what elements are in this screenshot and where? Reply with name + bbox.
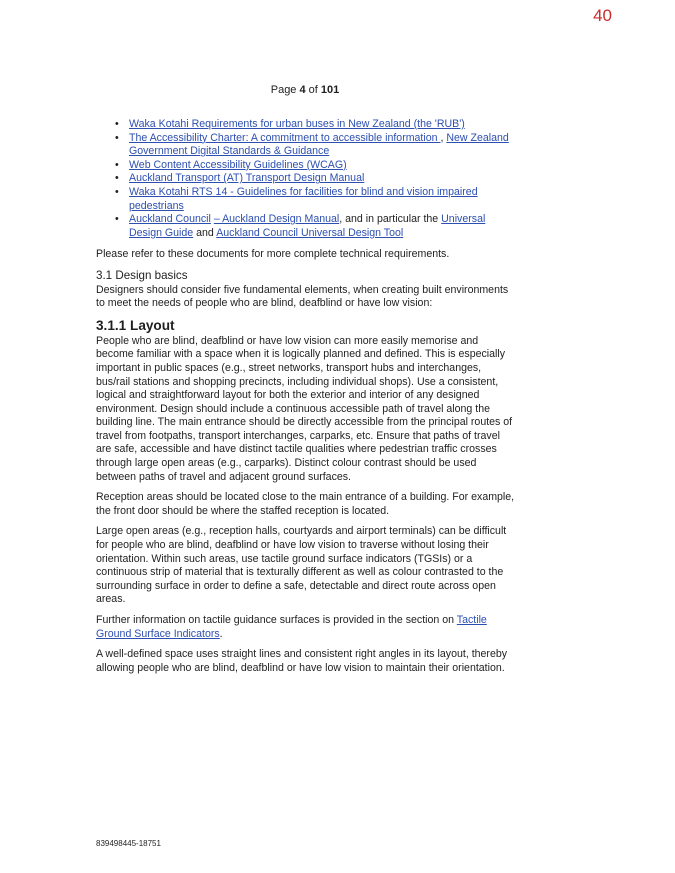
reference-item — [129, 172, 516, 186]
page-label: Page — [270, 84, 300, 96]
reference-link[interactable]: Auckland Council — [129, 213, 211, 226]
reference-link[interactable]: Web Content Accessibility Guidelines (WCAG) — [129, 158, 347, 171]
reference-link[interactable]: Auckland Transport (AT) Transport Design Manual — [129, 172, 365, 185]
page-total: 101 — [320, 84, 340, 96]
reference-item — [129, 132, 516, 159]
reference-link[interactable]: Auckland Council Universal Design Tool — [216, 226, 404, 239]
reference-item — [129, 186, 516, 213]
layout-paragraph-3: Large open areas (e.g., reception halls, courtyards and airport terminals) can be difficult for people who are blind, deafblind or have low vision to traverse without losing their orientation. Within such areas, use tactile ground surface indicators (TGSIs) or a continuous strip of material that is texturally different as well as colour contrasted to the surrounding surface in order to define a safe, detectable and direct route across open areas. — [96, 525, 507, 606]
tgsi-link[interactable]: Tactile Ground Surface Indicators — [96, 614, 487, 640]
design-basics-intro: Designers should consider five fundamental elements, when creating built environments to meet the needs of people who are blind, deafblind or have low vision: — [96, 283, 509, 310]
reference-link[interactable]: Waka Kotahi RTS 14 - — [129, 185, 237, 198]
layout-paragraph-2: Reception areas should be located close to the main entrance of a building. For example, the front door should be where the staffed reception is located. — [96, 491, 515, 517]
layout-paragraph-5: A well-defined space uses straight lines and consistent right angles in its layout, thereby allowing people who are blind, deafblind or have low vision to maintain their orientation. — [96, 648, 508, 674]
reference-link[interactable]: – Auckland Design Manual — [213, 213, 340, 226]
reference-link[interactable]: The Accessibility Charter: A commitment to accessible information — [129, 131, 441, 144]
page-number: 4 — [299, 84, 306, 96]
layout-paragraph-4 — [96, 614, 516, 641]
reference-text: and — [193, 226, 217, 239]
reference-list — [96, 118, 516, 240]
reference-link[interactable]: New Zealand Government Digital Standards & Guidance — [129, 131, 509, 158]
reference-item — [129, 118, 516, 132]
reference-item — [129, 213, 516, 240]
document-id-footer: 839498445-18751 — [96, 839, 161, 848]
reference-link[interactable]: Waka Kotahi Requirements for urban buses in New Zealand (the 'RUB') — [129, 118, 465, 130]
reference-text: , — [440, 131, 447, 144]
section-heading-design-basics: 3.1 Design basics — [96, 268, 188, 282]
page-header — [0, 84, 610, 96]
paragraph-text: . — [219, 627, 223, 640]
reference-item — [129, 159, 516, 173]
section-heading-layout: 3.1.1 Layout — [96, 317, 175, 333]
paragraph-text: Further information on tactile guidance surfaces is provided in the section on — [96, 614, 457, 626]
corner-page-number: 40 — [593, 6, 612, 25]
layout-paragraph-1: People who are blind, deafblind or have low vision can more easily memorise and become familiar with a space when it is logically planned and defined. This is especially important in public spaces (e.g., street networks, transport hubs and interchanges, bus/rail stations and shopping precincts, including individual shops). Use a consistent, logical and straightforward layout for both the exterior and interior of any designed environment. Design should include a continuous accessible path of travel along the building line. The main entrance should be directly accessible from the principal routes of travel from footpaths, transport interchanges, carparks, etc. Ensure that paths of travel are safe, accessible and have distinct tactile qualities where pedestrian traffic crosses through large open areas (e.g., carparks). Distinct colour contrast should be used between paths of travel and adjacent ground surfaces. — [96, 334, 513, 483]
reference-link[interactable]: Universal Design Guide — [129, 213, 486, 239]
reference-link[interactable]: Guidelines for facilities for blind and vision impaired pedestrians — [129, 185, 478, 212]
page-of-label: of — [305, 84, 321, 96]
document-body — [96, 118, 516, 682]
reference-text: , and in particular the — [339, 213, 442, 226]
refer-paragraph: Please refer to these documents for more complete technical requirements. — [96, 248, 450, 261]
